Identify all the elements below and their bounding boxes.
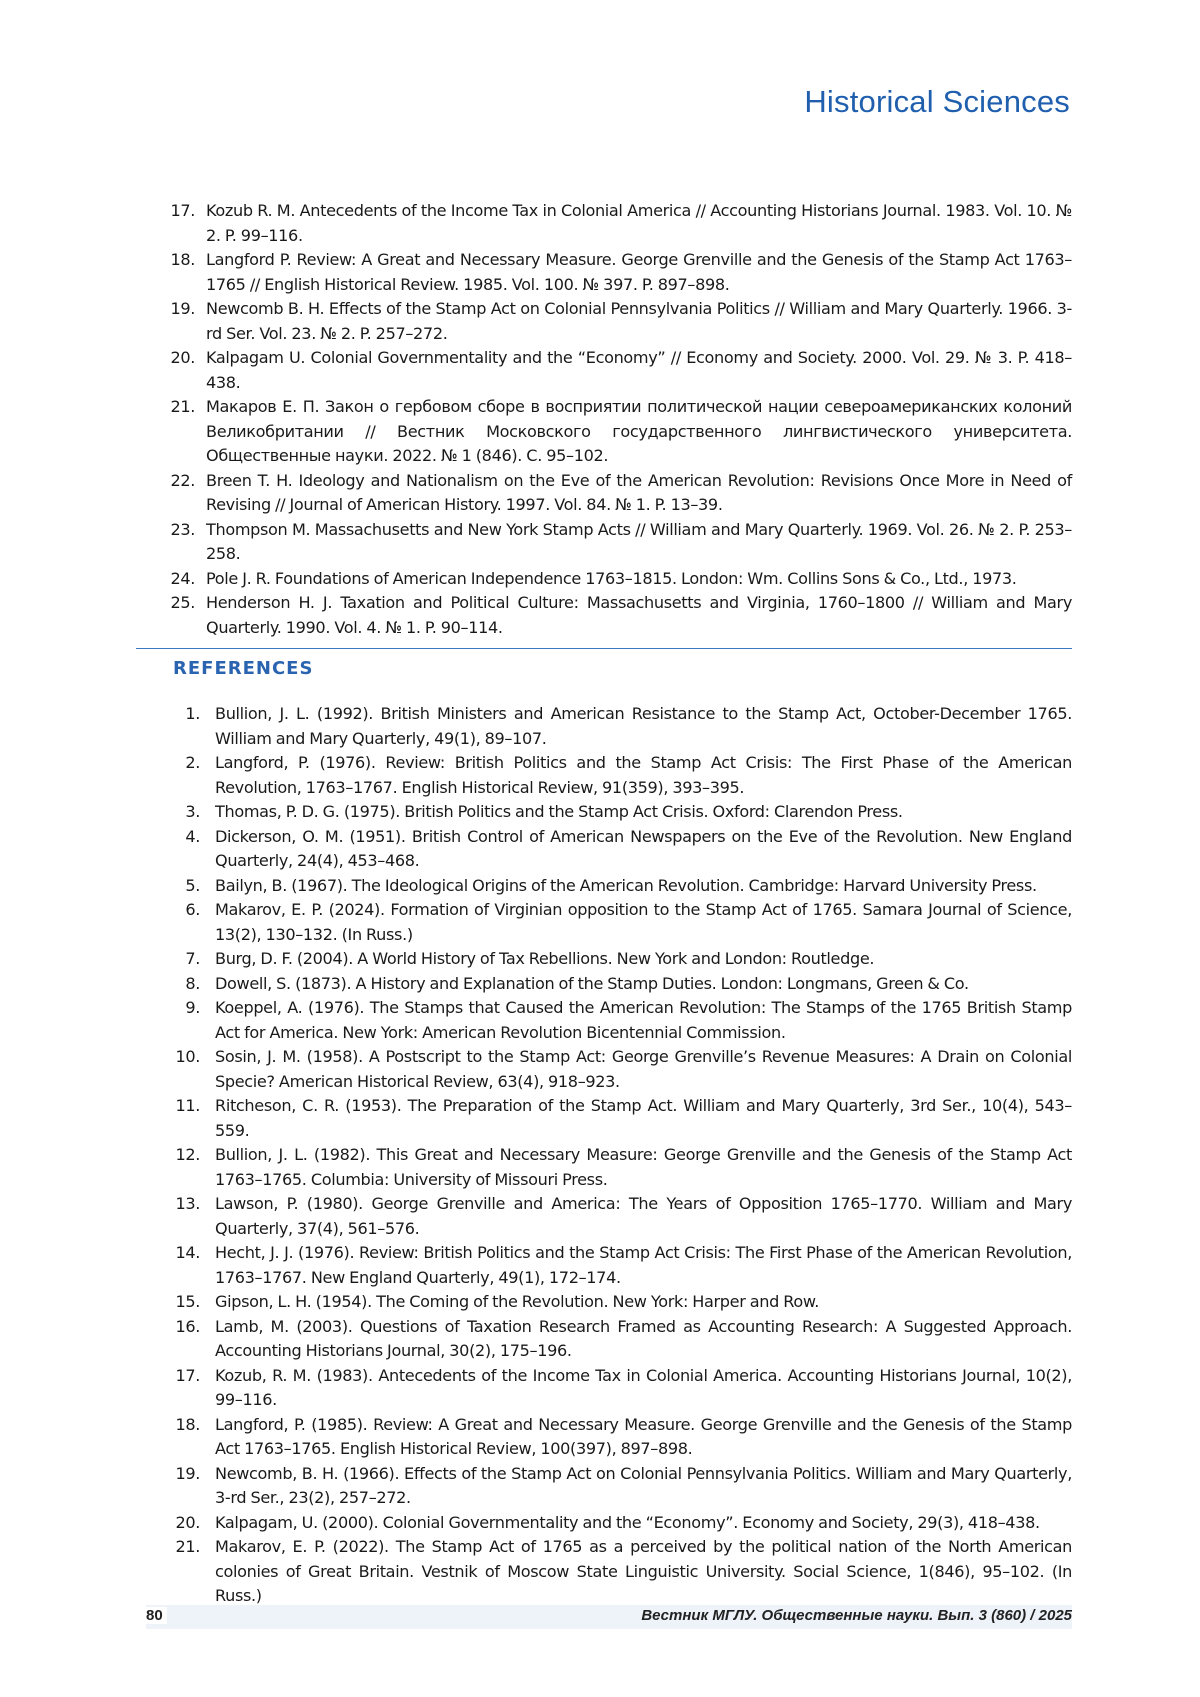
reference-item [169,702,1072,751]
reference-item [164,395,1072,469]
reference-text: Koeppel, A. (1976). The Stamps that Caused the American Revolution: The Stamps of the 1765 British Stamp Act for America. New York: American Revolution Bicentennial Commission. [215,998,1072,1042]
reference-item [169,1511,1072,1536]
reference-text: Thompson M. Massachusetts and New York Stamp Acts // William and Mary Quarterly. 1969. Vol. 26. № 2. P. 253–258. [206,520,1072,564]
reference-number: 2. [169,751,200,776]
reference-number: 25. [164,591,195,616]
reference-item [164,248,1072,297]
journal-citation: Вестник МГЛУ. Общественные науки. Вып. 3 (860) / 2025 [641,1607,1072,1624]
reference-item [169,874,1072,899]
reference-text: Kozub, R. M. (1983). Antecedents of the Income Tax in Colonial America. Accounting Historians Journal, 10(2), 99–116. [215,1366,1072,1410]
references-heading: REFERENCES [173,658,1072,679]
reference-item [164,469,1072,518]
reference-number: 10. [169,1045,200,1070]
reference-text: Burg, D. F. (2004). A World History of Tax Rebellions. New York and London: Routledge. [215,949,874,968]
reference-number: 11. [169,1094,200,1119]
reference-item [169,972,1072,997]
reference-text: Kalpagam U. Colonial Governmentality and the “Economy” // Economy and Society. 2000. Vol. 29. № 3. P. 418–438. [206,348,1072,392]
reference-text: Langford P. Review: A Great and Necessary Measure. George Grenville and the Genesis of the Stamp Act 1763–1765 // English Historical Review. 1985. Vol. 100. № 397. P. 897–898. [206,250,1072,294]
reference-number: 19. [169,1462,200,1487]
reference-item [169,1241,1072,1290]
reference-text: Ritcheson, C. R. (1953). The Preparation of the Stamp Act. William and Mary Quarterly, 3rd Ser., 10(4), 543–559. [215,1096,1072,1140]
reference-item [169,1192,1072,1241]
reference-text: Dowell, S. (1873). A History and Explanation of the Stamp Duties. London: Longmans, Green & Co. [215,974,969,993]
reference-item [164,199,1072,248]
reference-text: Newcomb B. H. Effects of the Stamp Act on Colonial Pennsylvania Politics // William and Mary Quarterly. 1966. 3-rd Ser. Vol. 23. № 2. P. 257–272. [206,299,1072,343]
reference-text: Makarov, E. P. (2024). Formation of Virginian opposition to the Stamp Act of 1765. Samara Journal of Science, 13(2), 130–132. (In Russ.) [215,900,1072,944]
reference-list-english [169,702,1072,1609]
reference-text: Newcomb, B. H. (1966). Effects of the Stamp Act on Colonial Pennsylvania Politics. William and Mary Quarterly, 3-rd Ser., 23(2), 257–272. [215,1464,1072,1508]
reference-text: Bullion, J. L. (1982). This Great and Necessary Measure: George Grenville and the Genesis of the Stamp Act 1763–1765. Columbia: University of Missouri Press. [215,1145,1072,1189]
section-divider [136,648,1072,649]
reference-number: 6. [169,898,200,923]
reference-item [169,996,1072,1045]
reference-number: 7. [169,947,200,972]
reference-item [169,1315,1072,1364]
reference-number: 14. [169,1241,200,1266]
reference-number: 1. [169,702,200,727]
reference-number: 4. [169,825,200,850]
reference-text: Thomas, P. D. G. (1975). British Politics and the Stamp Act Crisis. Oxford: Clarendon Press. [215,802,903,821]
reference-item [169,1535,1072,1609]
page-number: 80 [146,1607,167,1624]
reference-number: 22. [164,469,195,494]
reference-number: 18. [164,248,195,273]
reference-text: Breen T. H. Ideology and Nationalism on the Eve of the American Revolution: Revisions Once More in Need of Revising // Journal of American History. 1997. Vol. 84. № 1. P. 13–39. [206,471,1072,515]
reference-item [169,751,1072,800]
reference-number: 16. [169,1315,200,1340]
section-title: Historical Sciences [804,84,1070,120]
reference-text: Langford, P. (1976). Review: British Politics and the Stamp Act Crisis: The First Phase of the American Revolution, 1763–1767. English Historical Review, 91(359), 393–395. [215,753,1072,797]
reference-text: Bailyn, B. (1967). The Ideological Origins of the American Revolution. Cambridge: Harvard University Press. [215,876,1037,895]
reference-item [169,947,1072,972]
reference-item [169,825,1072,874]
reference-number: 21. [164,395,195,420]
reference-text: Pole J. R. Foundations of American Independence 1763–1815. London: Wm. Collins Sons & Co., Ltd., 1973. [206,569,1017,588]
reference-number: 18. [169,1413,200,1438]
reference-number: 9. [169,996,200,1021]
reference-number: 8. [169,972,200,997]
reference-text: Lawson, P. (1980). George Grenville and America: The Years of Opposition 1765–1770. William and Mary Quarterly, 37(4), 561–576. [215,1194,1072,1238]
reference-text: Sosin, J. M. (1958). A Postscript to the Stamp Act: George Grenville’s Revenue Measures: A Drain on Colonial Specie? American Historical Review, 63(4), 918–923. [215,1047,1072,1091]
reference-number: 17. [164,199,195,224]
reference-text: Langford, P. (1985). Review: A Great and Necessary Measure. George Grenville and the Genesis of the Stamp Act 1763–1765. English Historical Review, 100(397), 897–898. [215,1415,1072,1459]
reference-number: 5. [169,874,200,899]
reference-number: 24. [164,567,195,592]
reference-text: Dickerson, O. M. (1951). British Control of American Newspapers on the Eve of the Revolution. New England Quarterly, 24(4), 453–468. [215,827,1072,871]
reference-number: 21. [169,1535,200,1560]
reference-number: 13. [169,1192,200,1217]
page-content [164,199,1072,1609]
reference-item [164,567,1072,592]
reference-text: Henderson H. J. Taxation and Political Culture: Massachusetts and Virginia, 1760–1800 // William and Mary Quarterly. 1990. Vol. 4. № 1. P. 90–114. [206,593,1072,637]
reference-number: 12. [169,1143,200,1168]
reference-text: Lamb, M. (2003). Questions of Taxation Research Framed as Accounting Research: A Suggested Approach. Accounting Historians Journal, 30(2), 175–196. [215,1317,1072,1361]
reference-item [169,1462,1072,1511]
reference-number: 3. [169,800,200,825]
reference-text: Макаров Е. П. Закон о гербовом сборе в восприятии политической нации североамериканских колоний Великобритании // Вестник Московского государственного лингвистического университета. Общественные науки. 2022. № 1 (846). С. 95–102. [206,397,1072,465]
reference-number: 15. [169,1290,200,1315]
reference-number: 17. [169,1364,200,1389]
reference-item [164,297,1072,346]
reference-item [169,898,1072,947]
reference-text: Kalpagam, U. (2000). Colonial Governmentality and the “Economy”. Economy and Society, 29(3), 418–438. [215,1513,1040,1532]
reference-text: Hecht, J. J. (1976). Review: British Politics and the Stamp Act Crisis: The First Phase of the American Revolution, 1763–1767. New England Quarterly, 49(1), 172–174. [215,1243,1072,1287]
reference-text: Bullion, J. L. (1992). British Ministers and American Resistance to the Stamp Act, October-December 1765. William and Mary Quarterly, 49(1), 89–107. [215,704,1072,748]
reference-item [169,1143,1072,1192]
reference-item [164,346,1072,395]
reference-item [164,518,1072,567]
reference-text: Makarov, E. P. (2022). The Stamp Act of 1765 as a perceived by the political nation of the North American colonies of Great Britain. Vestnik of Moscow State Linguistic University. Social Science, 1(846), 95–102. (In Russ.) [215,1537,1072,1605]
reference-item [169,1413,1072,1462]
reference-text: Kozub R. M. Antecedents of the Income Tax in Colonial America // Accounting Historians Journal. 1983. Vol. 10. № 2. P. 99–116. [206,201,1072,245]
reference-item [169,800,1072,825]
reference-item [164,591,1072,640]
reference-number: 23. [164,518,195,543]
reference-number: 19. [164,297,195,322]
reference-item [169,1045,1072,1094]
reference-list-russian [164,199,1072,640]
reference-text: Gipson, L. H. (1954). The Coming of the Revolution. New York: Harper and Row. [215,1292,819,1311]
reference-item [169,1364,1072,1413]
page-footer [146,1605,1072,1629]
reference-item [169,1094,1072,1143]
reference-item [169,1290,1072,1315]
reference-number: 20. [164,346,195,371]
reference-number: 20. [169,1511,200,1536]
